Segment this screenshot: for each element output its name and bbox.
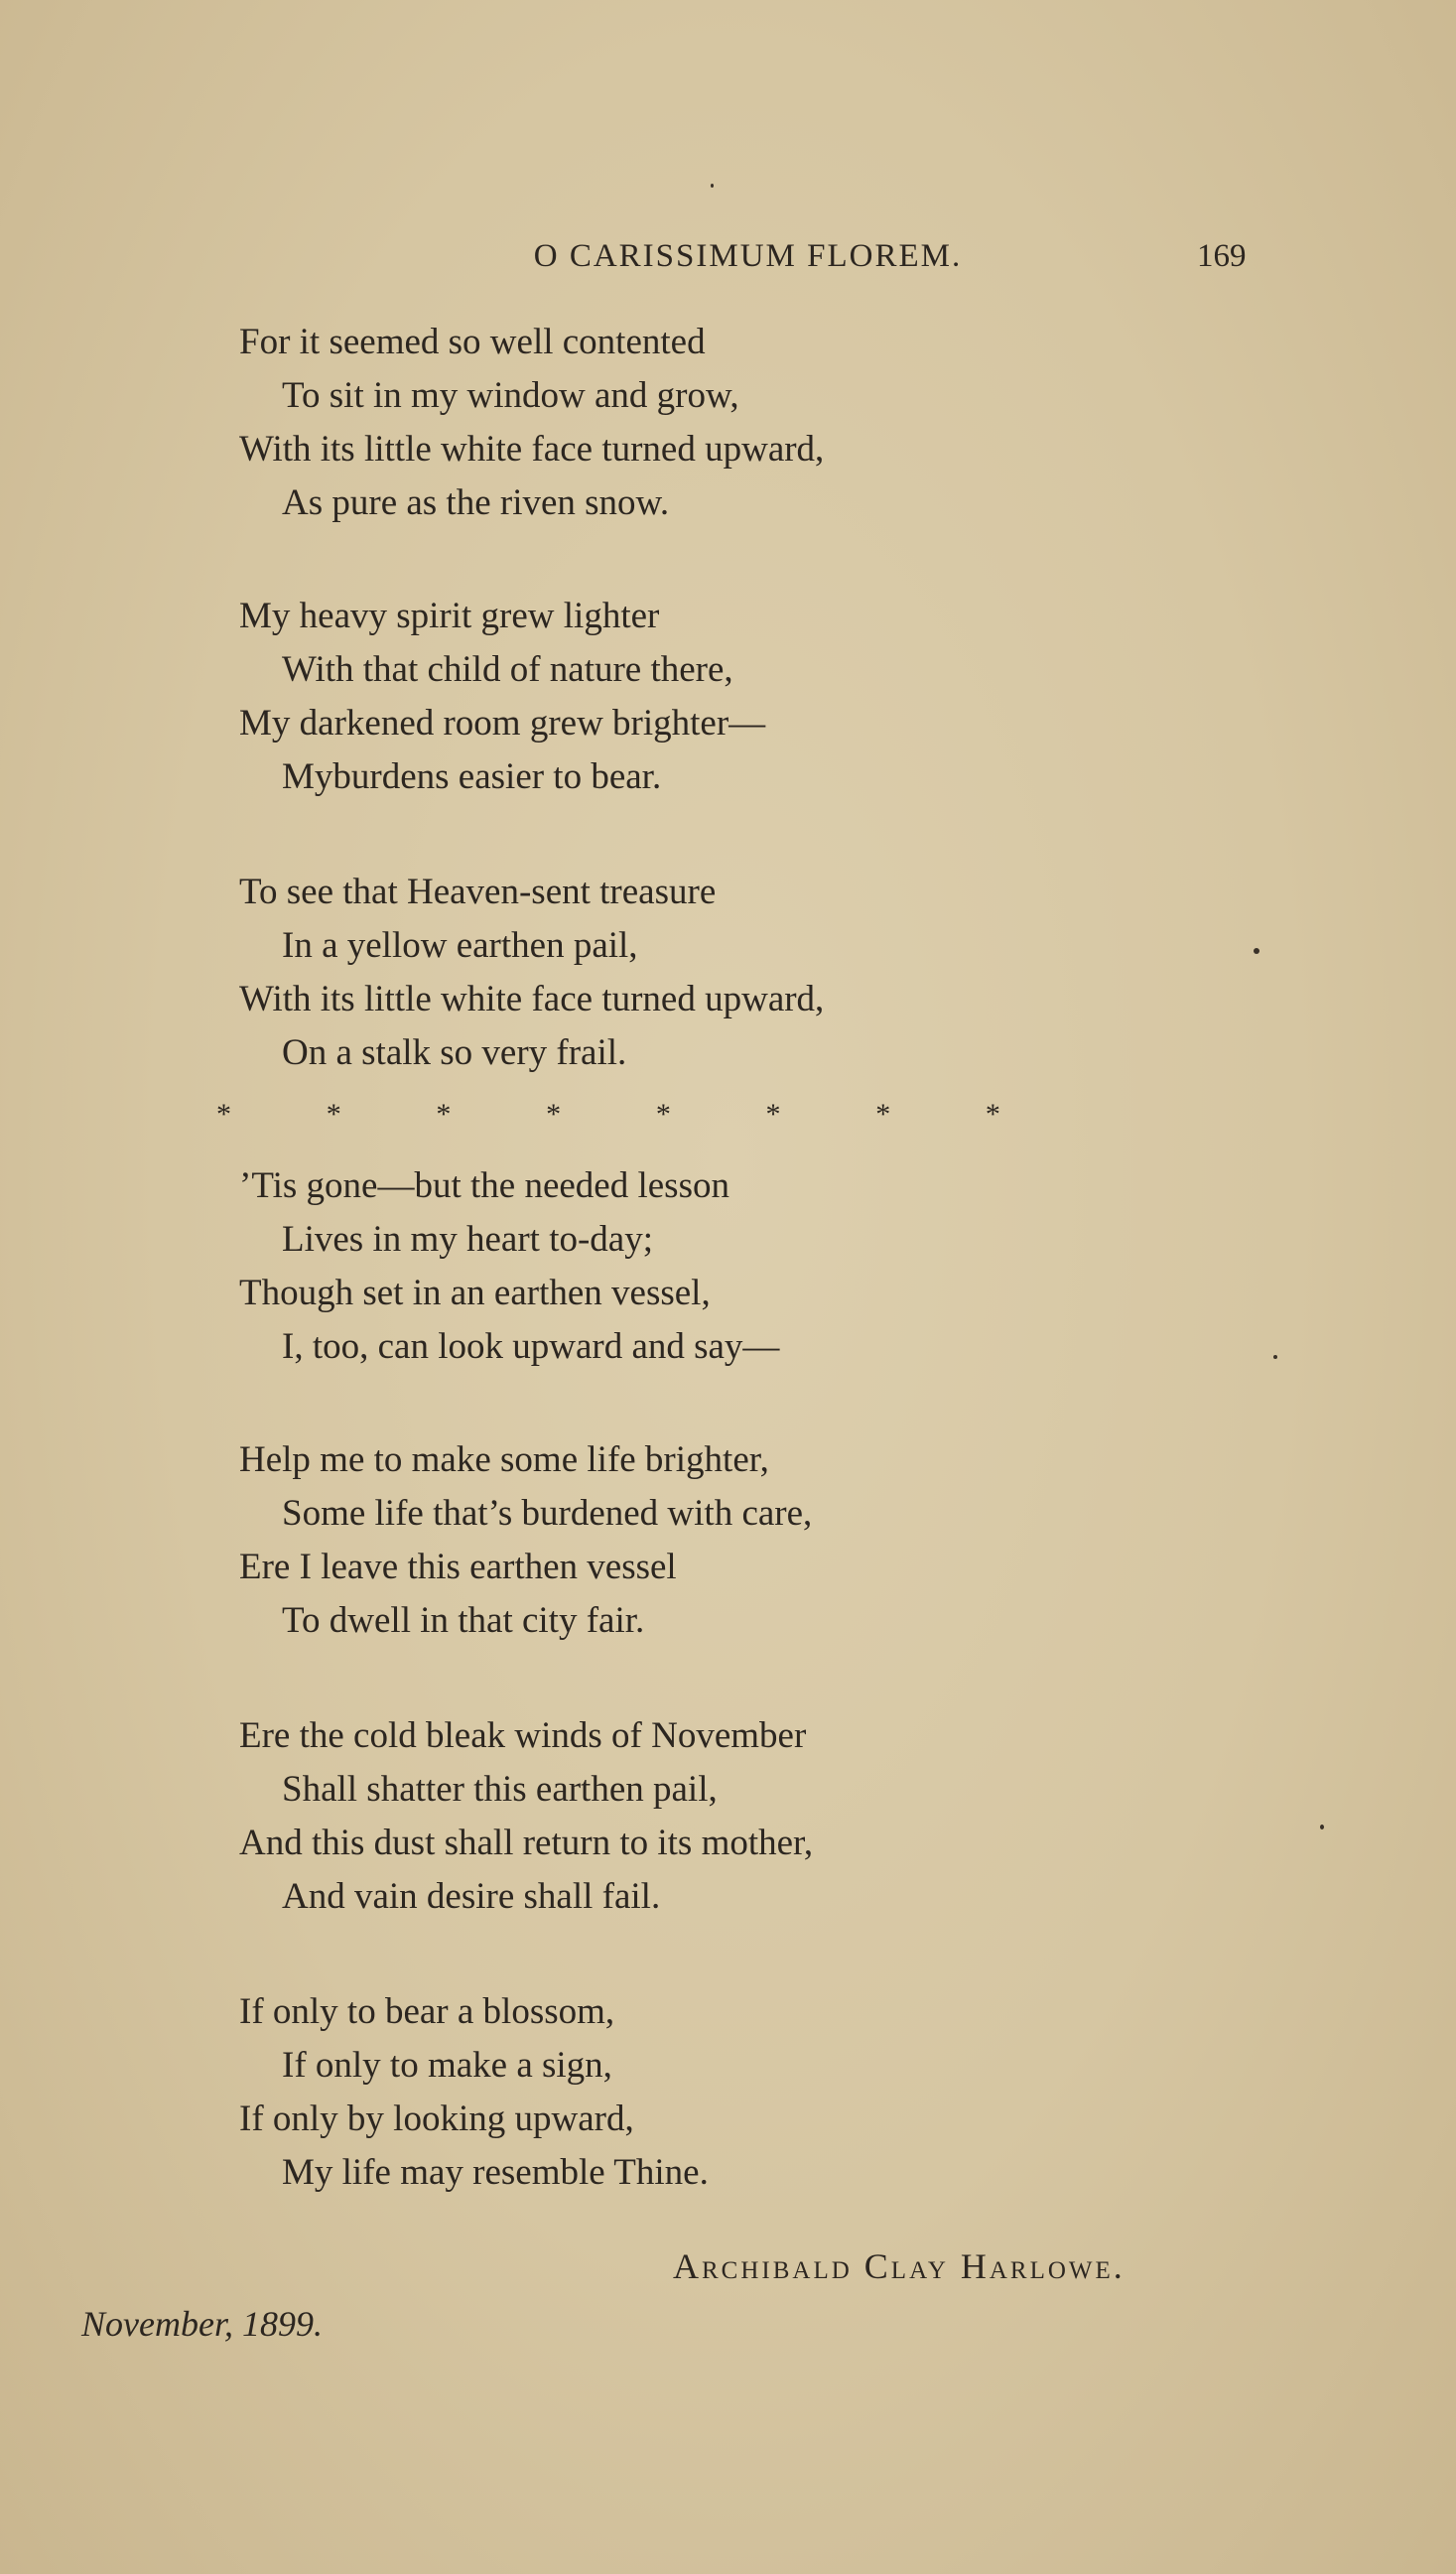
poem-line: And this dust shall return to its mother, [239, 1823, 814, 1863]
stanza [239, 590, 1132, 804]
poem-line: Help me to make some life brighter, [239, 1439, 769, 1480]
poem-line: As pure as the riven snow. [282, 482, 670, 523]
poem-line: My heavy spirit grew lighter [239, 596, 660, 636]
stanza [239, 866, 1132, 1080]
asterisk: * [216, 1098, 231, 1131]
paper-speck [1320, 1825, 1324, 1829]
poem-line: Shall shatter this earthen pail, [282, 1769, 718, 1810]
poem-line: My life may resemble Thine. [282, 2152, 709, 2193]
stanza [239, 1709, 1132, 1924]
poem-line: For it seemed so well contented [239, 322, 706, 362]
poem-line: My darkened room grew brighter— [239, 703, 766, 744]
poem-line: ’Tis gone—but the needed lesson [239, 1165, 729, 1206]
poem-line: Myburdens easier to bear. [282, 756, 662, 797]
poem-line: To dwell in that city fair. [282, 1600, 645, 1641]
poem-line: To sit in my window and grow, [282, 375, 739, 416]
poem-line: If only by looking upward, [239, 2099, 634, 2139]
poem-line: Ere the cold bleak winds of November [239, 1715, 807, 1756]
asterisk: * [436, 1098, 452, 1131]
asterisk: * [985, 1098, 1000, 1131]
asterisk: * [875, 1098, 891, 1131]
paper-speck [711, 184, 714, 188]
poem-line: And vain desire shall fail. [282, 1876, 661, 1917]
running-head-title: O CARISSIMUM FLOREM. [533, 238, 963, 274]
poem-line: If only to make a sign, [282, 2045, 612, 2086]
paper-speck [1273, 1355, 1277, 1359]
asterisk: * [655, 1098, 671, 1131]
paper-speck [1254, 948, 1259, 954]
poem-line: With its little white face turned upward, [239, 429, 825, 470]
poem-line: Though set in an earthen vessel, [239, 1273, 711, 1313]
author-signature: Archibald Clay Harlowe. [673, 2246, 1125, 2286]
poem-line: To see that Heaven-sent treasure [239, 872, 717, 912]
poem-line: Ere I leave this earthen vessel [239, 1547, 677, 1587]
poem-line: On a stalk so very frail. [282, 1032, 627, 1073]
page-number: 169 [1197, 238, 1247, 274]
asterisk: * [546, 1098, 562, 1131]
asterisk-separator [216, 1100, 1000, 1130]
poem-line: Lives in my heart to-day; [282, 1219, 654, 1260]
poem-line: Some life that’s burdened with care, [282, 1493, 813, 1534]
asterisk: * [326, 1098, 341, 1131]
poem-line: In a yellow earthen pail, [282, 925, 638, 966]
dateline: November, 1899. [81, 2304, 323, 2344]
stanza [239, 1433, 1132, 1648]
asterisk: * [765, 1098, 781, 1131]
stanza [239, 316, 1132, 530]
poem-line: With its little white face turned upward, [239, 979, 825, 1019]
poem-line: If only to bear a blossom, [239, 1991, 615, 2032]
poem-line: I, too, can look upward and say— [282, 1326, 780, 1367]
poem-line: With that child of nature there, [282, 649, 733, 690]
stanza [239, 1159, 1132, 1374]
stanza [239, 1985, 1132, 2200]
